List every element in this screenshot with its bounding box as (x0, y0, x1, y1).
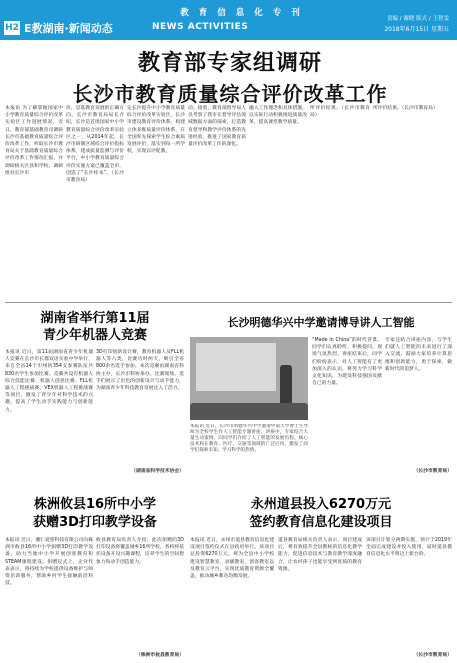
story-d-source: （长沙市教育局） (413, 653, 452, 658)
masthead (0, 0, 457, 40)
lead-column-7: 所评价结果。（长沙市教育局） (373, 106, 438, 111)
section-badge: H2 (5, 23, 19, 33)
section-name: E教湖南·新闻动态 (24, 22, 113, 35)
editor-credits: 责编 / 谢晓 版式 / 王智雯 (387, 16, 449, 22)
lecture-photo (190, 337, 308, 420)
lead-column-6: 所评价结果。（长沙市教育局） (310, 106, 370, 119)
lead-headline-line1: 教育部专家组调研 (137, 51, 322, 76)
story-a-source: （湖南省科学技术协会） (131, 469, 184, 474)
story-c-headline-line2: 获赠3D打印教学设备 (33, 515, 157, 530)
story-a-body: 本报讯 近日，第11届湖南省青少年机器人竞赛在长沙市长郡双语实验中学举行，来自全省14个市州的354支参赛队伍共830名学生参加比赛。竞赛共设有机器人综合技能比赛、机器人创意比赛、FLL机器人工程挑战赛、VEX机器人工程挑战赛等项目，激发了青少年对科学技术的兴趣，提高了学生动手实践能力与创新能力。 (5, 350, 93, 413)
story-b-column-1: “Made in China”的时代背景。同学们认真聆听，积极提问，现场气氛热烈。讲座结束后，同学们纷纷表示，对人工智能有了更加深入的认识，将努力学习科学文化知识，为建设科技强国贡献自己的力量。 (312, 338, 382, 387)
section-divider (5, 302, 452, 303)
story-d-headline-line1: 永州道县投入6270万元 (250, 497, 392, 512)
audience-figure (190, 403, 308, 420)
story-a-headline-line2: 青少年机器人竞赛 (42, 328, 147, 343)
lead-column-1: 本报讯 为了解掌握国家中小学教育质量综合评价改革实验区工作进展情况，近日，教育部基础教育司调研长沙市基础教育质量综合评价改革工作，听取长沙市教育局关于基础教育质量综合评价改革工作情况汇报，并调研相关区县和学校。调研组对长沙市 (5, 106, 63, 176)
story-b-source: （长沙市教育局） (413, 469, 452, 474)
story-c-body-2: 攸县教育局负责人介绍，此次捐赠的3D打印设备将覆盖城乡16所学校，各校将依托设备开设兴趣课程，培养学生的空间想象力和动手创造能力。 (96, 538, 184, 565)
lead-column-2: 价，是基教育发展的正确方向。长沙市教育局局长介绍，长沙是首批国家中小学教育质量综合评价改革实验区之一，从2014年起，长沙市研制区域综合评价指标体系，建成质量监测与评价平台，中小学教育质量综合评价实施方案已覆盖全市，创造了“长沙样本”。（长沙市教育局） (66, 106, 124, 184)
story-d-column-3: 该项目计划分两期实施，预计于2019年全面完成建设并投入使用，届时道县教育信息化水平将迈上新台阶。 (366, 538, 452, 558)
story-a-body-2: 3D打印创新设计赛，教育机器人及FLL机器人等八类，比赛历时两天，吸引全省800余名选手参加。本次竞赛由湖南省科协主办，长沙市科协承办。比赛现场，选手们展示了出色的创新设计与动手能力，为湖南青少年科技教育发展注入了活力。 (96, 350, 184, 392)
story-c-headline-line1: 株洲攸县16所中小学 (33, 497, 157, 512)
story-d-headline-line2: 签约教育信息化建设项目 (249, 515, 393, 530)
story-b-caption: 本报讯 近日，长沙市明德华兴中学邀请中南大学博士生导师为全校学生作人工智能专题讲座。讲座中，专家结合大量生动案例，向同学们介绍了人工智能的发展历程、核心技术和在教育、医疗、交通等领域的广泛应用，激发了同学们探索未知、学习科学的热情。 (190, 424, 308, 453)
issue-date: 2018年6月15日 星期五 (384, 26, 449, 33)
story-d-column-2: 道县教育局相关负责人表示，项目建成后，将有效提升全县教师的信息化教学能力，促进信息技术与教育教学深度融合，让农村孩子也能享受到优质的教育资源。 (278, 538, 362, 572)
story-b-column-2: 专家还结合讲座内容，与学生们就人工智能的未来进行了深入交流，鼓励大家培养计算思维和创新能力，勇于探索，做新时代的追梦人。 (385, 338, 452, 372)
story-c-body: 本报讯 近日，湘仁爱慈科技有限公司向株洲市攸县16所中小学捐赠3D打印教学设备，助力当地中小学开展创客教育和STEAM课程建设。捐赠仪式上，企业代表表示，将持续为学校提供设备维护与师资培训服务，帮助乡村学生接触前沿科技。 (5, 538, 93, 587)
story-a-headline-line1: 湖南省举行第11届 (40, 311, 150, 326)
lead-headline-line2: 长沙市教育质量综合评价改革工作 (72, 82, 388, 106)
lead-column-4: 动。接着，教育部督导局人员考察了我市在督导评估领域数据方面的探索，打造教育督导和教学评价体系的先进经验，推进了国家教育质量评价改革工作的深化。 (188, 106, 246, 148)
story-c-source: （株洲市攸县教育局） (136, 653, 184, 658)
lead-column-5: 融入工作理念和具体措施，以实际行动积极推进质量改革，提高课堂教学质量。 (249, 106, 307, 126)
speaker-figure (280, 365, 292, 405)
band-title: 教育信息化专刊 (180, 8, 310, 18)
story-d-column-1: 本报讯 近日，永州市道县教育信息化建设项目签约仪式在县政府举行。该项目总投资6270万元，将为全县中小学校建设智慧教室、录播教室、创客教室以及教育云平台，实现优质教育资源全覆盖，推动城乡教育均衡发展。 (190, 538, 274, 580)
story-b-headline: 长沙明德华兴中学邀请博导讲人工智能 (227, 316, 415, 329)
section-english-title: NEWS ACTIVITIES (152, 22, 249, 32)
projector-screen (196, 343, 276, 391)
lead-column-3: 定长沙提升中小学教育质量综合评价改革实验区，长沙市建设教育评价体系，构建立体多维质量评价体系，在全国率先探索学生综合素质发展评价，落实到每一所学校，实现以评促教。 (127, 106, 185, 155)
